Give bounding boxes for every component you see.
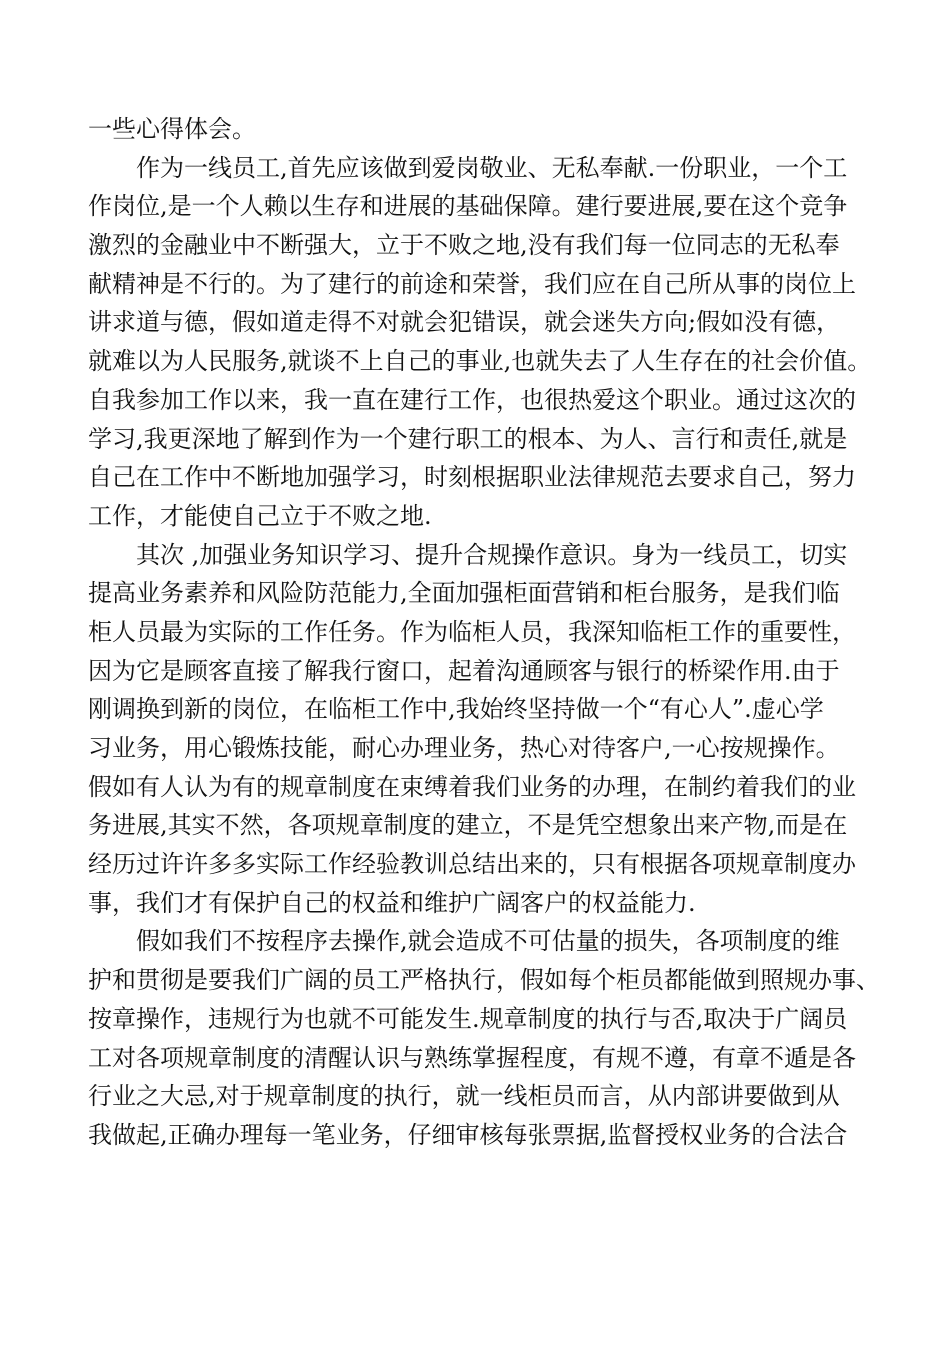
- text-line: 作岗位,是一个人赖以生存和进展的基础保障。建行要进展,要在这个竞争: [88, 192, 848, 221]
- text-line: 护和贯彻是要我们广阔的员工严格执行，假如每个柜员都能做到照规办事、: [88, 966, 880, 995]
- text-line: 刚调换到新的岗位，在临柜工作中,我始终坚持做一个“有心人”.虚心学: [88, 695, 824, 724]
- text-line: 务进展,其实不然，各项规章制度的建立，不是凭空想象出来产物,而是在: [88, 811, 848, 840]
- text-line: 事，我们才有保护自己的权益和维护广阔客户的权益能力.: [88, 888, 696, 917]
- text-line: 一些心得体会。: [88, 115, 256, 143]
- text-line: 行业之大忌,对于规章制度的执行，就一线柜员而言，从内部讲要做到从: [88, 1082, 840, 1111]
- text-line: 就难以为人民服务,就谈不上自己的事业,也就失去了人生存在的社会价值。: [88, 347, 872, 376]
- paragraph-start-line: 其次 ,加强业务知识学习、提升合规操作意识。身为一线员工，切实: [136, 540, 848, 569]
- text-line: 学习,我更深地了解到作为一个建行职工的根本、为人、言行和责任,就是: [88, 424, 848, 453]
- text-line: 工对各项规章制度的清醒认识与熟练掌握程度，有规不遵，有章不遁是各: [88, 1043, 856, 1072]
- text-line: 工作，才能使自己立于不败之地.: [88, 501, 432, 530]
- text-line: 柜人员最为实际的工作任务。作为临柜人员，我深知临柜工作的重要性，: [88, 617, 856, 646]
- text-line: 献精神是不行的。为了建行的前途和荣誉，我们应在自己所从事的岗位上: [88, 269, 856, 298]
- text-line: 假如有人认为有的规章制度在束缚着我们业务的办理，在制约着我们的业: [88, 772, 856, 801]
- text-line: 按章操作，违规行为也就不可能发生.规章制度的执行与否,取决于广阔员: [88, 1004, 848, 1033]
- text-line: 我做起,正确办理每一笔业务，仔细审核每张票据,监督授权业务的合法合: [88, 1120, 848, 1149]
- text-line: 激烈的金融业中不断强大，立于不败之地,没有我们每一位同志的无私奉: [88, 231, 840, 260]
- text-line: 因为它是顾客直接了解我行窗口，起着沟通顾客与银行的桥梁作用.由于: [88, 656, 840, 685]
- body-text: [88, 110, 888, 1155]
- text-line: 自我参加工作以来，我一直在建行工作，也很热爱这个职业。通过这次的: [88, 385, 856, 414]
- text-line: 讲求道与德，假如道走得不对就会犯错误，就会迷失方向;假如没有德，: [88, 308, 841, 337]
- paragraph-start-line: 假如我们不按程序去操作,就会造成不可估量的损失，各项制度的维: [136, 927, 840, 956]
- text-line: 提高业务素养和风险防范能力,全面加强柜面营销和柜台服务，是我们临: [88, 579, 840, 608]
- text-line: 习业务，用心锻炼技能，耐心办理业务，热心对待客户,一心按规操作。: [88, 734, 840, 762]
- paragraph-start-line: 作为一线员工,首先应该做到爱岗敬业、无私奉献.一份职业，一个工: [136, 153, 848, 182]
- text-line: 自己在工作中不断地加强学习，时刻根据职业法律规范去要求自己，努力: [88, 463, 856, 492]
- text-line: 经历过许许多多实际工作经验教训总结出来的，只有根据各项规章制度办: [88, 850, 856, 879]
